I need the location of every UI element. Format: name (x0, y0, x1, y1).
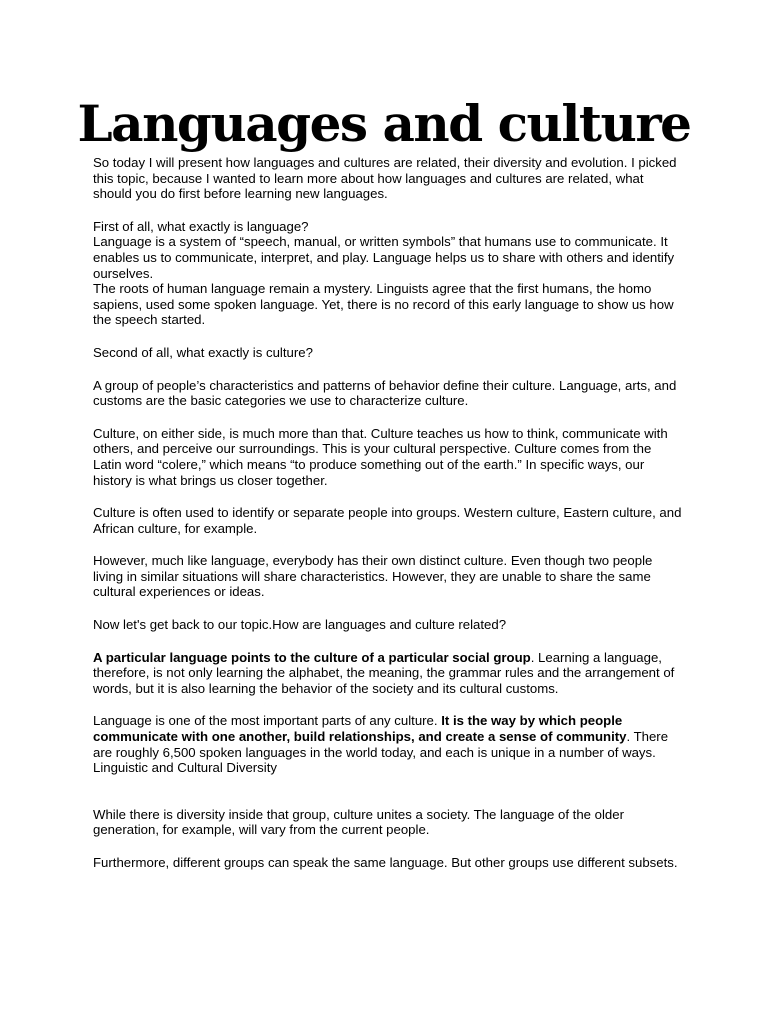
bold-particular-language: A particular language points to the culture of a particular social group (93, 649, 531, 665)
paragraph-intro: So today I will present how languages and cultures are related, their diversity and evolution. I picked this topic, because I wanted to learn more about how languages and cultures are related, what should you do first before learning new languages. (93, 155, 677, 202)
paragraph-culture-definition: A group of people’s characteristics and patterns of behavior define their culture. Language, arts, and customs are the basic categories we use to characterize culture. (93, 377, 677, 409)
text-important-start: Language is one of the most important parts of any culture. (93, 713, 442, 729)
paragraph-same-language: Furthermore, different groups can speak the same language. But other groups use different subsets. (93, 855, 678, 870)
paragraph-distinct-culture: However, much like language, everybody has their own distinct culture. Even though two people living in similar situations will share characteristics. However, they are unable to share the same cultural experiences or ideas. (93, 553, 653, 600)
document-title: Languages and culture (77, 94, 691, 153)
paragraph-back-to-topic: Now let's get back to our topic.How are languages and culture related? (93, 617, 507, 633)
text-particular-rest: . Learning a language, therefore, is not only learning the alphabet, the meaning, the grammar rules and the arrangement of words, but it is also learning the behavior of the society and its cultural customs. (93, 649, 675, 696)
paragraph-language-definition: Language is a system of “speech, manual, or written symbols” that humans use to communicate. It enables us to communicate, interpret, and play. Language helps us to share with others and identify ourselves. (93, 234, 675, 281)
paragraph-culture-groups: Culture is often used to identify or separate people into groups. Western culture, Eastern culture, and African culture, for example. (93, 505, 682, 536)
paragraph-culture-unites: While there is diversity inside that group, culture unites a society. The language of the older generation, for example, will vary from the current people. (93, 806, 624, 838)
paragraph-culture-more: Culture, on either side, is much more than that. Culture teaches us how to think, communicate with others, and perceive our surroundings. This is your cultural perspective. Culture comes from the Latin word “colere,” which means “to produce something out of the earth.” In specific ways, our history is what brings us closer together. (93, 425, 668, 488)
document-body (93, 155, 683, 871)
text-important-rest: . There are roughly 6,500 spoken languages in the world today, and each is unique in a number of ways. (93, 729, 669, 760)
paragraph-question-culture: Second of all, what exactly is culture? (93, 344, 313, 360)
paragraph-question-language: First of all, what exactly is language? (93, 218, 309, 234)
bold-important-communicate: It is the way by which people communicate with one another, build relationships, and create a sense of community (93, 713, 627, 745)
paragraph-diversity-heading: Linguistic and Cultural Diversity (93, 760, 277, 776)
paragraph-important-part (93, 713, 683, 760)
paragraph-language-roots: The roots of human language remain a mystery. Linguists agree that the first humans, the homo sapiens, used some spoken language. Yet, there is no record of this early language to show us how the speech started. (93, 281, 674, 328)
paragraph-particular-language (93, 650, 683, 697)
